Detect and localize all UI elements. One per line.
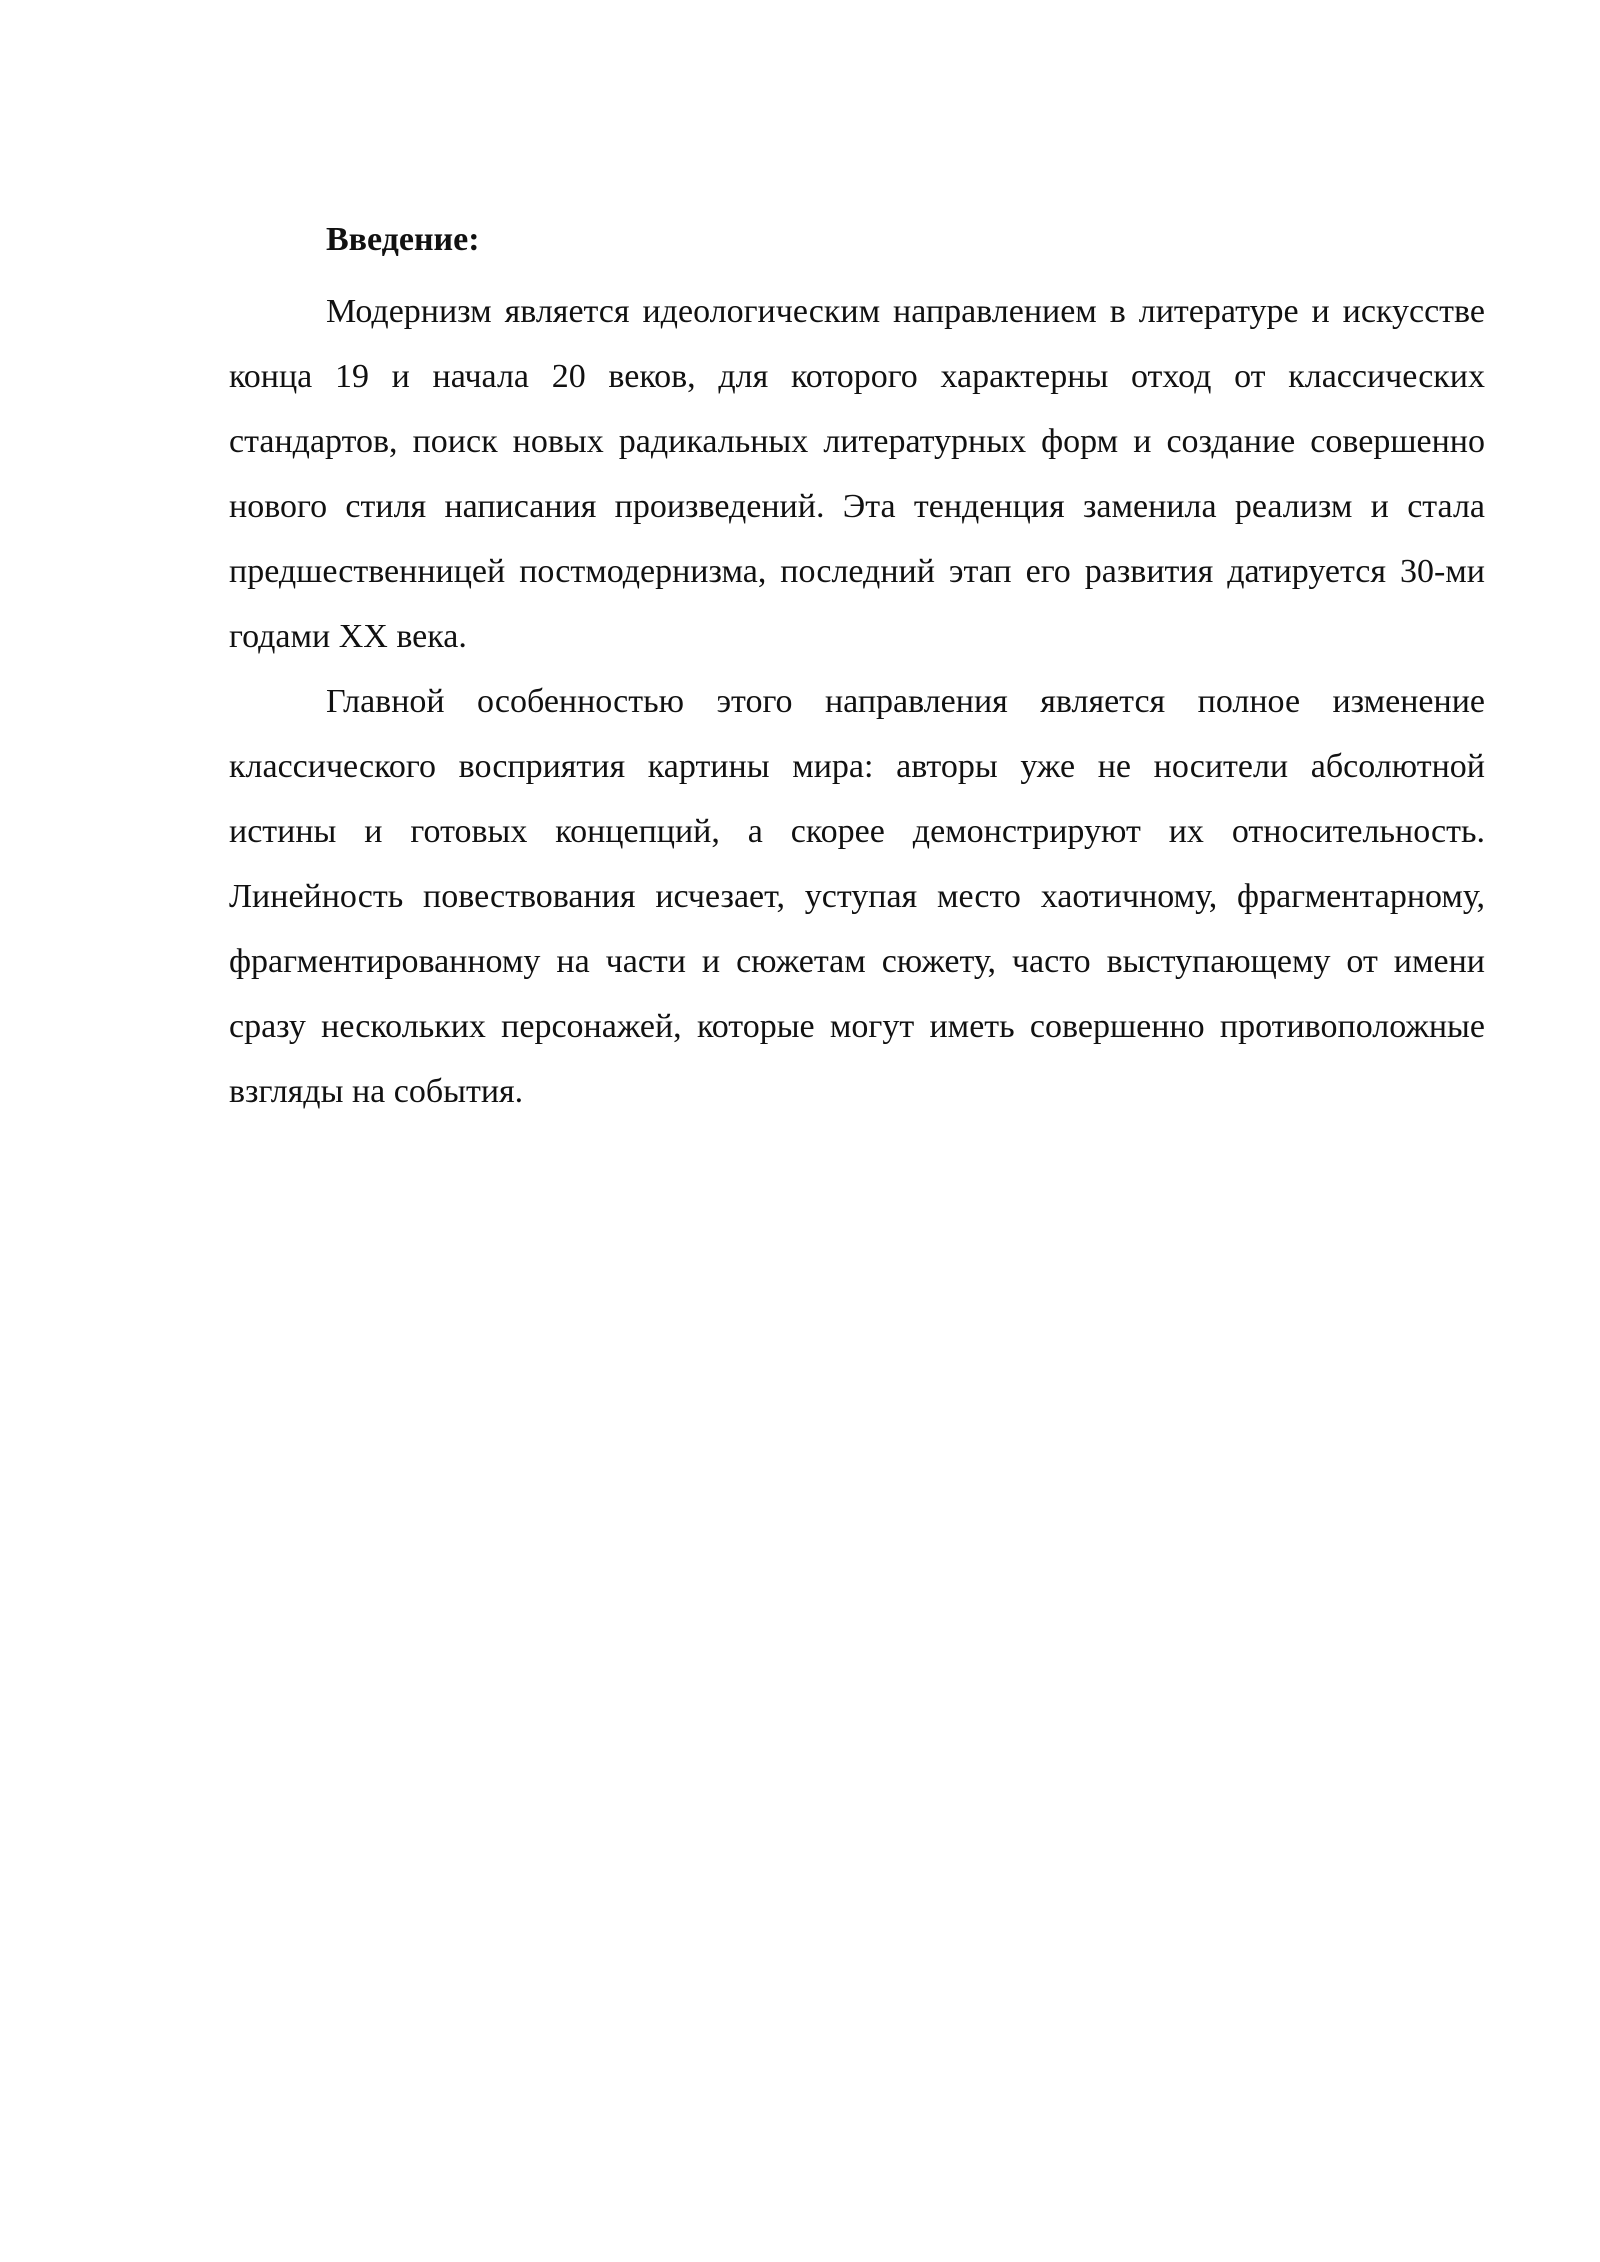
document-body [229,214,1485,1124]
paragraph-2: Главной особенностью этого направления является полное изменение классического восприятия картины мира: авторы уже не носители абсолютной истины и готовых концепций, а скорее демонстрируют их относительность. Линейность повествования исчезает, уступая место хаотичному, фрагментарному, фрагментированному на части и сюжетам сюжету, часто выступающему от имени сразу нескольких персонажей, которые могут иметь совершенно противоположные взгляды на события. [229,683,1485,1110]
paragraph-1: Модернизм является идеологическим направлением в литературе и искусстве конца 19 и начала 20 веков, для которого характерны отход от классических стандартов, поиск новых радикальных литературных форм и создание совершенно нового стиля написания произведений. Эта тенденция заменила реализм и стала предшественницей постмодернизма, последний этап его развития датируется 30-ми годами XX века. [229,293,1485,655]
section-heading: Введение: [326,221,480,258]
